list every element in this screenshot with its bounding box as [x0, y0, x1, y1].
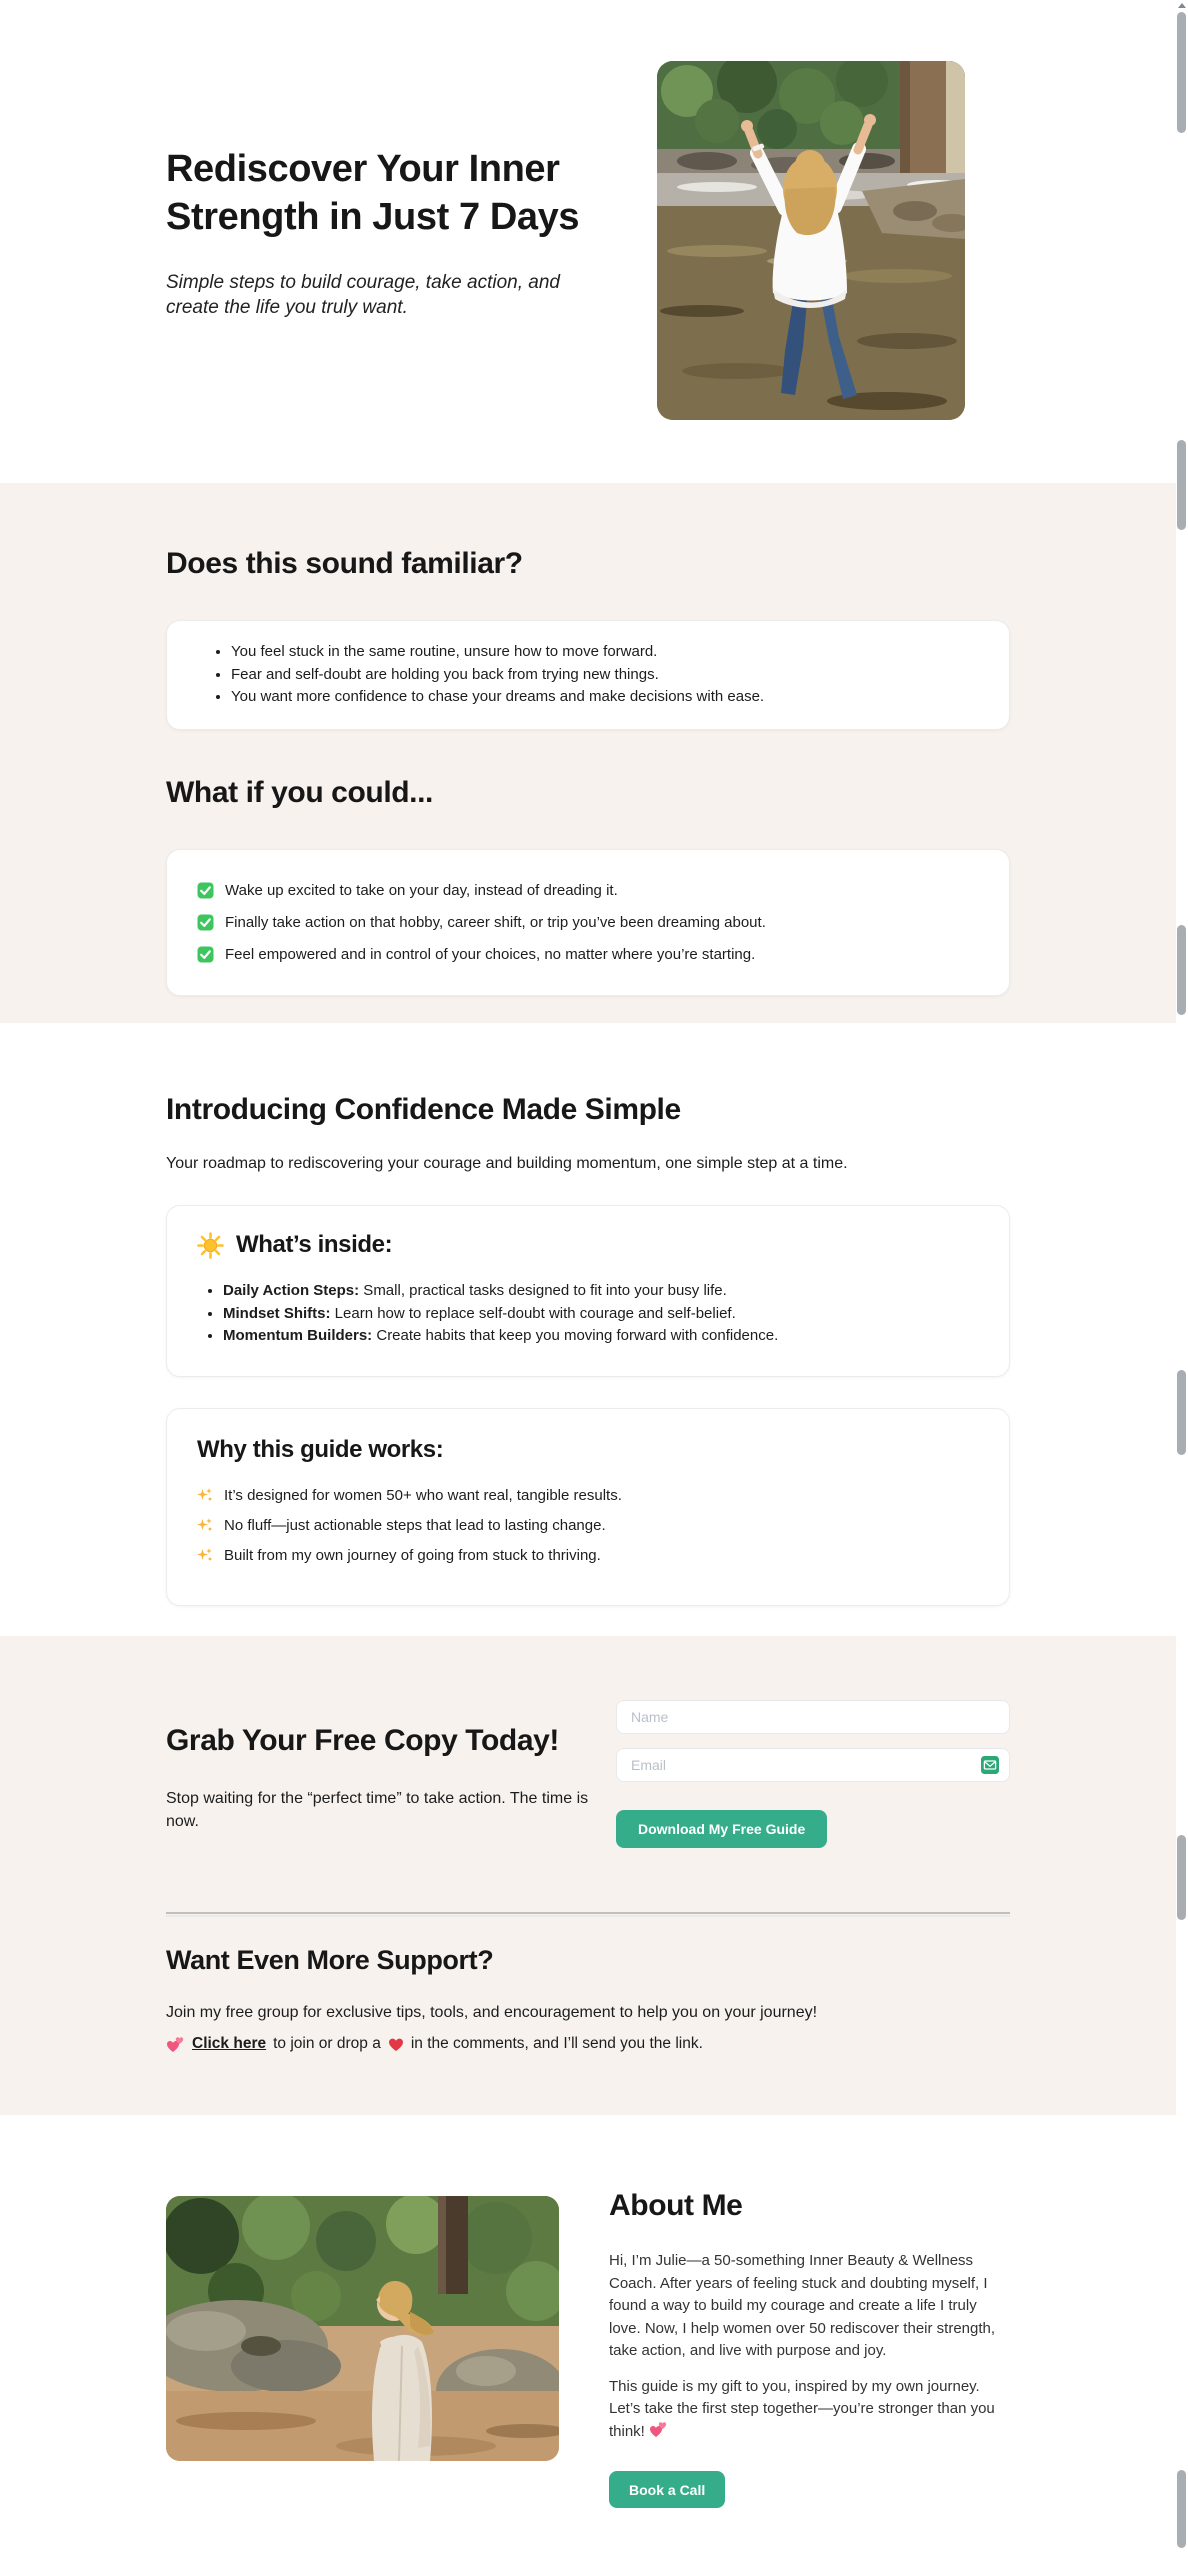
- sun-icon: [197, 1232, 224, 1259]
- product-intro-section: [0, 1023, 1176, 1636]
- scrollbar-thumb[interactable]: [1177, 440, 1186, 530]
- support-text: Join my free group for exclusive tips, tools, and encouragement to help you on your journey!: [166, 2004, 818, 2021]
- page-title: Rediscover Your Inner Strength in Just 7 Days: [166, 148, 580, 238]
- list-item: [197, 882, 979, 899]
- about-text-block: [609, 2187, 1010, 2508]
- about-paragraph-2: This guide is my gift to you, inspired by my own journey. Let’s take the first step together—you’re stronger than you think!: [609, 2377, 995, 2440]
- familiar-card: [166, 620, 1010, 730]
- scrollbar-thumb[interactable]: [1177, 925, 1186, 1015]
- list-item-text: Wake up excited to take on your day, instead of dreading it.: [225, 881, 618, 899]
- support-heading: Want Even More Support?: [166, 1945, 494, 1975]
- list-item: • You feel stuck in the same routine, unsure how to move forward.: [231, 641, 979, 664]
- whats-inside-heading: What’s inside:: [236, 1231, 393, 1258]
- optin-form: [616, 1636, 1010, 1848]
- sparkle-icon: [197, 1517, 213, 1533]
- two-hearts-icon: [166, 2036, 185, 2053]
- sparkle-icon: [197, 1487, 213, 1503]
- why-it-works-card: [166, 1408, 1010, 1606]
- familiar-heading: Does this sound familiar?: [166, 547, 523, 580]
- optin-heading: Grab Your Free Copy Today!: [166, 1724, 560, 1757]
- about-paragraph-1: Hi, I’m Julie—a 50-something Inner Beauty & Wellness Coach. After years of feeling stuck and doubting myself, I found a way to build my courage and create a life I truly love. Now, I help women over 50 rediscover their strength, take action, and live with purpose and joy.: [609, 2252, 996, 2359]
- list-item: [197, 914, 979, 931]
- about-photo: [166, 2196, 559, 2461]
- list-item: • Momentum Builders: Create habits that keep you moving forward with confidence.: [223, 1325, 979, 1348]
- intro-subheading: Your roadmap to rediscovering your courage and building momentum, one simple step at a time.: [166, 1155, 848, 1172]
- pain-points-section: [0, 483, 1176, 1023]
- list-item: • You want more confidence to chase your dreams and make decisions with ease.: [231, 686, 979, 709]
- optin-section: [0, 1636, 1176, 2115]
- list-item-text: Feel empowered and in control of your choices, no matter where you’re starting.: [225, 945, 756, 963]
- scrollbar-thumb[interactable]: [1177, 1835, 1186, 1920]
- list-item: [197, 1487, 979, 1504]
- list-item: • Fear and self-doubt are holding you back from trying new things.: [231, 664, 979, 687]
- scrollbar-thumb[interactable]: [1177, 2470, 1186, 2548]
- scrollbar-track[interactable]: [1176, 0, 1188, 2560]
- list-item: • Daily Action Steps: Small, practical tasks designed to fit into your busy life.: [223, 1280, 979, 1303]
- about-section: [0, 2115, 1176, 2560]
- list-item: [197, 946, 979, 963]
- hero-section: [0, 0, 1176, 483]
- scroll-up-arrow-icon[interactable]: [1178, 3, 1186, 8]
- hero-subtitle: Simple steps to build courage, take action, and create the life you truly want.: [166, 272, 560, 318]
- sparkle-icon: [197, 1547, 213, 1563]
- email-input[interactable]: [616, 1748, 1010, 1782]
- could-heading: What if you could...: [166, 775, 433, 809]
- click-here-link[interactable]: Click here: [192, 2035, 267, 2052]
- list-item-text: Finally take action on that hobby, career shift, or trip you’ve been dreaming about.: [225, 913, 766, 931]
- familiar-list: [211, 641, 979, 709]
- book-call-button[interactable]: Book a Call: [609, 2471, 725, 2508]
- support-mid-text: to join or drop a: [273, 2035, 381, 2052]
- hero-photo-illustration: [657, 61, 965, 420]
- name-input[interactable]: [616, 1700, 1010, 1734]
- optin-text: Stop waiting for the “perfect time” to take action. The time is now.: [166, 1790, 589, 1830]
- list-item: [197, 1547, 979, 1564]
- envelope-icon[interactable]: [981, 1756, 999, 1774]
- list-item: • Mindset Shifts: Learn how to replace self-doubt with courage and self-belief.: [223, 1303, 979, 1326]
- hero-text-block: [166, 61, 646, 420]
- list-item: [197, 1517, 979, 1534]
- scrollbar-thumb[interactable]: [1177, 12, 1186, 133]
- intro-heading: Introducing Confidence Made Simple: [166, 1093, 681, 1126]
- check-icon: [197, 882, 214, 899]
- whats-inside-card: [166, 1205, 1010, 1377]
- could-card: [166, 849, 1010, 996]
- download-guide-button[interactable]: Download My Free Guide: [616, 1810, 827, 1848]
- why-heading: Why this guide works:: [197, 1435, 444, 1463]
- check-icon: [197, 914, 214, 931]
- red-heart-icon: [388, 2037, 404, 2052]
- list-item-text: It’s designed for women 50+ who want real, tangible results.: [224, 1486, 622, 1504]
- scrollbar-thumb[interactable]: [1177, 1370, 1186, 1455]
- list-item-text: No fluff—just actionable steps that lead to lasting change.: [224, 1516, 606, 1534]
- two-hearts-icon: [649, 2421, 668, 2438]
- section-divider: [166, 1912, 1010, 1917]
- whats-inside-list: [197, 1280, 979, 1348]
- about-heading: About Me: [609, 2189, 743, 2222]
- support-link-line: [166, 2035, 1010, 2053]
- support-end-text: in the comments, and I’ll send you the link.: [410, 2035, 703, 2052]
- check-icon: [197, 946, 214, 963]
- about-photo-illustration: [166, 2196, 559, 2461]
- hero-image: [657, 61, 965, 420]
- list-item-text: Built from my own journey of going from stuck to thriving.: [224, 1546, 601, 1564]
